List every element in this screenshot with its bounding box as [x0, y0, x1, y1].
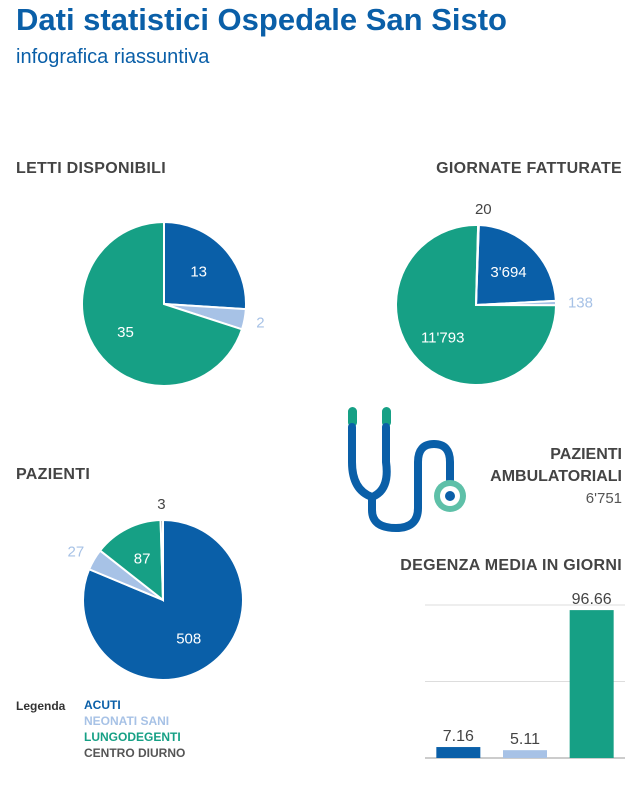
pie-letti-label-neonati-sani: 2	[256, 314, 265, 332]
page-title: Dati statistici Ospedale San Sisto	[16, 2, 507, 37]
letti-disponibili-title: LETTI DISPONIBILI	[16, 160, 166, 177]
legend-item-centro-diurno: CENTRO DIURNO	[84, 746, 186, 760]
pie-letti-label-lungodegenti: 35	[117, 323, 134, 341]
legend-items	[84, 697, 224, 761]
giornate-fatturate-title: GIORNATE FATTURATE	[436, 160, 622, 177]
degenza-label-acuti: 7.16	[442, 728, 474, 746]
pie-pazienti-label-acuti: 508	[176, 630, 202, 648]
legend-item-lungodegenti: LUNGODEGENTI	[84, 730, 181, 744]
pie-pazienti-label-lungodegenti: 87	[133, 550, 151, 568]
legend-item-neonati-sani: NEONATI SANI	[84, 714, 170, 728]
pazienti-ambulatoriali-line2: AMBULATORIALI	[490, 468, 622, 485]
pie-giornate-label-centro-diurno: 20	[474, 201, 492, 219]
pazienti-ambulatoriali-value: 6'751	[585, 490, 622, 507]
degenza-media-title: DEGENZA MEDIA IN GIORNI	[400, 557, 622, 574]
pie-pazienti-label-centro-diurno: 3	[157, 496, 166, 514]
giornate-fatturate-pie-chart	[370, 195, 610, 410]
pie-giornate-label-lungodegenti: 11'793	[420, 329, 465, 347]
degenza-bar-lungodegenti	[570, 610, 614, 758]
pazienti-ambulatoriali-title	[490, 444, 622, 488]
degenza-label-lungodegenti: 96.66	[571, 591, 612, 609]
pie-pazienti-label-neonati-sani: 27	[67, 543, 85, 561]
legend-title: Legenda	[16, 699, 66, 713]
page-subtitle: infografica riassuntiva	[16, 46, 210, 68]
pie-letti-label-acuti: 13	[190, 263, 208, 281]
stethoscope-icon	[338, 402, 468, 537]
degenza-media-bar-chart	[420, 580, 630, 765]
pazienti-pie-chart	[50, 490, 270, 690]
pazienti-ambulatoriali-line1: PAZIENTI	[550, 446, 622, 463]
degenza-bar-acuti	[436, 747, 480, 758]
pie-giornate-label-neonati-sani: 138	[567, 294, 594, 312]
pazienti-title: PAZIENTI	[16, 466, 91, 483]
degenza-bar-neonati-sani	[503, 750, 547, 758]
letti-disponibili-pie-chart	[60, 200, 280, 410]
legend-item-acuti: ACUTI	[84, 698, 121, 712]
pie-giornate-label-acuti: 3'694	[490, 263, 527, 281]
degenza-label-neonati-sani: 5.11	[510, 731, 540, 749]
